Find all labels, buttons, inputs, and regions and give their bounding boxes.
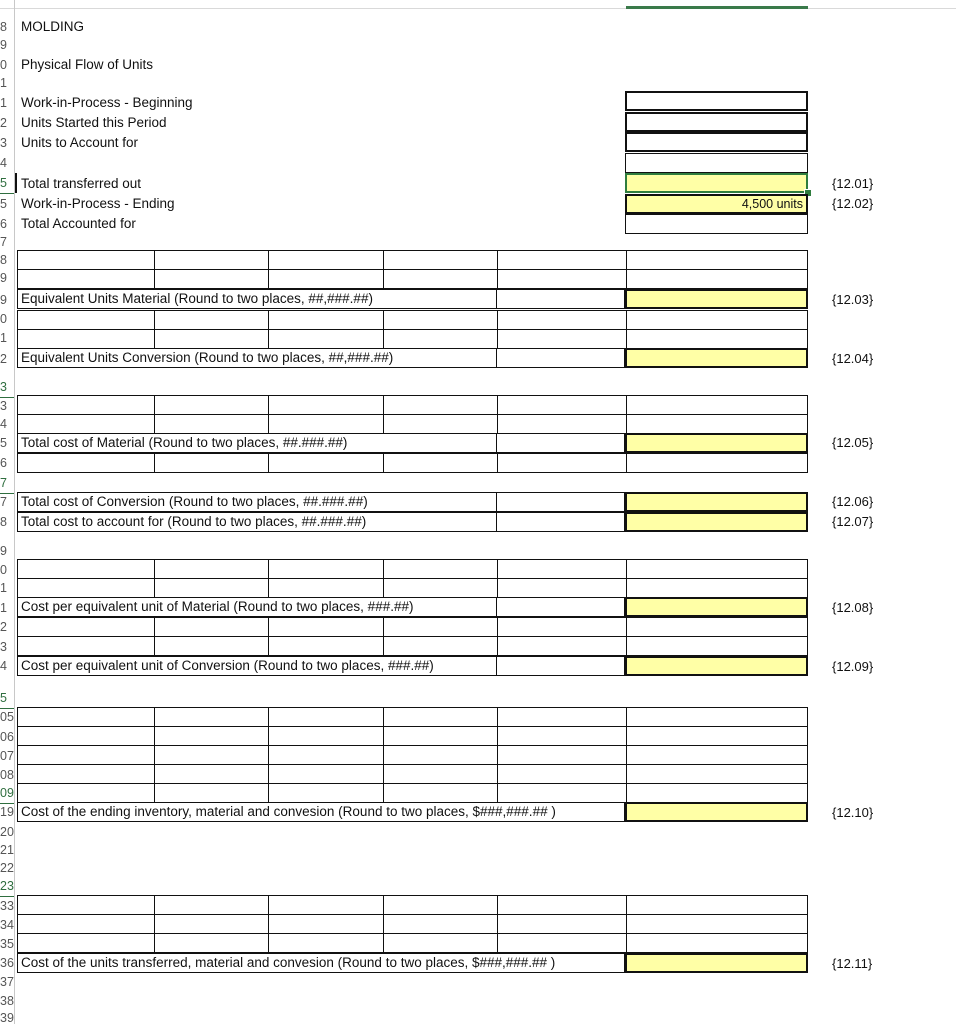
grid-cell[interactable]: [154, 269, 268, 289]
row-number[interactable]: 05: [0, 710, 14, 724]
grid-cell[interactable]: [383, 707, 497, 727]
code-12-02: {12.02}: [832, 196, 874, 211]
row-number[interactable]: 36: [0, 956, 14, 970]
section-title[interactable]: MOLDING: [21, 19, 85, 34]
grid-cell[interactable]: [154, 310, 268, 330]
row-number[interactable]: 21: [0, 843, 14, 857]
grid-cell[interactable]: [497, 414, 626, 434]
grid-cell[interactable]: [626, 250, 808, 270]
grid-cell[interactable]: [626, 414, 808, 434]
grid-cell[interactable]: [17, 617, 154, 637]
wip-ending-value-cell[interactable]: 4,500 units: [625, 194, 808, 214]
grid-cell[interactable]: [17, 636, 154, 656]
grid-cell[interactable]: [626, 914, 808, 934]
grid-cell[interactable]: [383, 559, 497, 579]
label-units-started[interactable]: Units Started this Period: [21, 115, 167, 130]
grid-cell[interactable]: [383, 414, 497, 434]
label-units-to-account[interactable]: Units to Account for: [21, 135, 139, 150]
row-number[interactable]: 6: [0, 456, 7, 470]
grid-cell[interactable]: [626, 269, 808, 289]
grid-cell[interactable]: [268, 453, 383, 473]
row-number[interactable]: 5: [0, 197, 7, 211]
row-number[interactable]: 34: [0, 918, 14, 932]
cell-left-border: [15, 173, 17, 193]
grid-row[interactable]: [17, 914, 808, 934]
grid-cell[interactable]: [17, 250, 154, 270]
row-number[interactable]: 37: [0, 975, 14, 989]
grid-cell[interactable]: [383, 250, 497, 270]
total-cost-conversion-input[interactable]: [625, 492, 808, 512]
row-number-selected[interactable]: 09: [0, 783, 14, 804]
row-number-selected[interactable]: 5: [0, 173, 14, 194]
grid-cell[interactable]: [626, 636, 808, 656]
units-to-account-input[interactable]: [625, 132, 808, 152]
grid-cell[interactable]: [17, 559, 154, 579]
grid-cell[interactable]: [497, 914, 626, 934]
grid-cell[interactable]: [496, 597, 625, 617]
row-number[interactable]: 4: [0, 417, 7, 431]
grid-cell[interactable]: [17, 453, 154, 473]
grid-cell[interactable]: [383, 636, 497, 656]
grid-cell[interactable]: [626, 329, 808, 349]
row-number[interactable]: 1: [0, 581, 7, 595]
row-number[interactable]: 9: [0, 271, 7, 285]
ending-inventory-input[interactable]: [625, 802, 808, 822]
row-number[interactable]: 38: [0, 994, 14, 1008]
grid-cell[interactable]: [268, 764, 383, 784]
label-total-transferred[interactable]: Total transferred out: [21, 176, 142, 191]
label-cpe-conversion[interactable]: Cost per equivalent unit of Conversion (Round to two places, ###.##): [17, 656, 497, 676]
row-number[interactable]: 35: [0, 937, 14, 951]
grid-cell[interactable]: [17, 395, 154, 415]
row-number[interactable]: 1: [0, 76, 7, 90]
grid-cell[interactable]: [17, 310, 154, 330]
row-number[interactable]: 39: [0, 1011, 14, 1025]
row-number[interactable]: 0: [0, 563, 7, 577]
grid-row[interactable]: [17, 329, 808, 349]
label-units-transferred-cost[interactable]: Cost of the units transferred, material and convesion (Round to two places, $###,###.## ): [17, 953, 625, 973]
grid-cell[interactable]: [497, 933, 626, 953]
grid-cell[interactable]: [17, 783, 154, 803]
total-transferred-input[interactable]: [625, 173, 808, 193]
grid-row[interactable]: [496, 348, 625, 368]
grid-row[interactable]: [17, 269, 808, 289]
row-number[interactable]: 1: [0, 601, 7, 615]
grid-cell[interactable]: [17, 578, 154, 598]
grid-row[interactable]: [17, 453, 808, 473]
cpe-material-input[interactable]: [625, 597, 808, 617]
units-started-input[interactable]: [625, 112, 808, 132]
grid-cell[interactable]: [268, 636, 383, 656]
grid-cell[interactable]: [268, 329, 383, 349]
grid-cell[interactable]: [154, 250, 268, 270]
grid-cell[interactable]: [154, 764, 268, 784]
label-total-cost-to-account[interactable]: Total cost to account for (Round to two places, ##.###.##): [17, 512, 497, 532]
row-number[interactable]: 1: [0, 331, 7, 345]
grid-row[interactable]: [496, 656, 625, 676]
grid-cell[interactable]: [17, 726, 154, 746]
eq-units-conversion-input[interactable]: [625, 348, 808, 368]
grid-cell[interactable]: [383, 453, 497, 473]
grid-cell[interactable]: [497, 269, 626, 289]
grid-cell[interactable]: [626, 745, 808, 765]
grid-row[interactable]: [17, 395, 808, 415]
grid-cell[interactable]: [268, 559, 383, 579]
grid-cell[interactable]: [268, 414, 383, 434]
row-number-selected[interactable]: 7: [0, 473, 14, 494]
row-number[interactable]: 0: [0, 58, 7, 72]
grid-cell[interactable]: [154, 395, 268, 415]
grid-cell[interactable]: [154, 707, 268, 727]
row-number[interactable]: 20: [0, 825, 14, 839]
row-number[interactable]: 1: [0, 96, 7, 110]
grid-cell[interactable]: [154, 636, 268, 656]
row-number[interactable]: 2: [0, 116, 7, 130]
grid-cell[interactable]: [626, 617, 808, 637]
row-number[interactable]: 33: [0, 899, 14, 913]
label-eq-units-material[interactable]: Equivalent Units Material (Round to two places, ##,###.##): [17, 289, 497, 309]
grid-cell[interactable]: [383, 933, 497, 953]
grid-cell[interactable]: [17, 707, 154, 727]
grid-cell[interactable]: [626, 395, 808, 415]
grid-cell[interactable]: [497, 745, 626, 765]
row-number[interactable]: 9: [0, 293, 7, 307]
grid-cell[interactable]: [17, 933, 154, 953]
grid-row[interactable]: [17, 250, 808, 270]
grid-row[interactable]: [17, 310, 808, 330]
blank-cell[interactable]: [625, 153, 808, 173]
total-accounted-input[interactable]: [625, 214, 808, 234]
grid-row[interactable]: [17, 933, 808, 953]
grid-cell[interactable]: [496, 289, 625, 309]
label-total-accounted[interactable]: Total Accounted for: [21, 216, 136, 231]
grid-row[interactable]: [496, 597, 625, 617]
code-12-05: {12.05}: [832, 435, 874, 450]
grid-row[interactable]: [17, 414, 808, 434]
grid-row[interactable]: [17, 764, 808, 784]
grid-cell[interactable]: [626, 895, 808, 915]
grid-cell[interactable]: [497, 329, 626, 349]
row-header-divider: [14, 0, 15, 1024]
row-number[interactable]: 7: [0, 235, 7, 249]
code-12-03: {12.03}: [832, 292, 874, 307]
code-12-06: {12.06}: [832, 494, 874, 509]
row-number[interactable]: 19: [0, 805, 14, 819]
grid-cell[interactable]: [17, 745, 154, 765]
grid-cell[interactable]: [268, 395, 383, 415]
code-12-01: {12.01}: [832, 176, 874, 191]
row-number[interactable]: 0: [0, 312, 7, 326]
grid-cell[interactable]: [154, 414, 268, 434]
grid-cell[interactable]: [383, 617, 497, 637]
code-12-07: {12.07}: [832, 514, 874, 529]
grid-row[interactable]: [496, 492, 625, 512]
grid-cell[interactable]: [497, 453, 626, 473]
grid-cell[interactable]: [497, 636, 626, 656]
eq-units-material-input[interactable]: [625, 289, 808, 309]
row-number[interactable]: 4: [0, 156, 7, 170]
row-number-selected[interactable]: 3: [0, 377, 14, 398]
grid-cell[interactable]: [626, 310, 808, 330]
grid-cell[interactable]: [154, 914, 268, 934]
grid-row[interactable]: [17, 636, 808, 656]
grid-cell[interactable]: [497, 783, 626, 803]
grid-cell[interactable]: [626, 783, 808, 803]
row-number-selected[interactable]: 23: [0, 876, 14, 897]
grid-cell[interactable]: [268, 707, 383, 727]
row-number[interactable]: 7: [0, 495, 7, 509]
grid-cell[interactable]: [268, 617, 383, 637]
grid-cell[interactable]: [626, 707, 808, 727]
row-number[interactable]: 8: [0, 20, 7, 34]
grid-cell[interactable]: [496, 492, 625, 512]
row-number[interactable]: 3: [0, 399, 7, 413]
row-number[interactable]: 8: [0, 515, 7, 529]
grid-cell[interactable]: [626, 933, 808, 953]
row-number[interactable]: 08: [0, 768, 14, 782]
grid-cell[interactable]: [17, 895, 154, 915]
grid-cell[interactable]: [154, 895, 268, 915]
grid-cell[interactable]: [268, 269, 383, 289]
row-number[interactable]: 2: [0, 352, 7, 366]
grid-cell[interactable]: [497, 764, 626, 784]
grid-cell[interactable]: [268, 914, 383, 934]
label-eq-units-conversion[interactable]: Equivalent Units Conversion (Round to two places, ##,###.##): [17, 348, 497, 368]
top-gridline: [0, 8, 956, 9]
label-total-cost-conversion[interactable]: Total cost of Conversion (Round to two places, ##.###.##): [17, 492, 497, 512]
grid-cell[interactable]: [154, 783, 268, 803]
grid-cell[interactable]: [496, 656, 625, 676]
grid-cell[interactable]: [383, 914, 497, 934]
grid-cell[interactable]: [383, 329, 497, 349]
grid-row[interactable]: [17, 707, 808, 727]
grid-cell[interactable]: [383, 726, 497, 746]
grid-cell[interactable]: [383, 269, 497, 289]
grid-cell[interactable]: [154, 933, 268, 953]
grid-cell[interactable]: [154, 745, 268, 765]
grid-cell[interactable]: [383, 578, 497, 598]
row-number[interactable]: 07: [0, 749, 14, 763]
grid-cell[interactable]: [268, 783, 383, 803]
grid-cell[interactable]: [154, 559, 268, 579]
grid-cell[interactable]: [497, 559, 626, 579]
grid-cell[interactable]: [17, 414, 154, 434]
grid-cell[interactable]: [268, 933, 383, 953]
grid-cell[interactable]: [626, 559, 808, 579]
grid-cell[interactable]: [383, 745, 497, 765]
grid-cell[interactable]: [383, 395, 497, 415]
label-total-cost-material[interactable]: Total cost of Material (Round to two places, ##.###.##): [17, 433, 497, 453]
grid-cell[interactable]: [497, 578, 626, 598]
grid-cell[interactable]: [383, 895, 497, 915]
row-number[interactable]: 3: [0, 136, 7, 150]
grid-cell[interactable]: [268, 578, 383, 598]
grid-cell[interactable]: [154, 578, 268, 598]
grid-cell[interactable]: [383, 310, 497, 330]
grid-row[interactable]: [17, 559, 808, 579]
grid-row[interactable]: [496, 512, 625, 532]
grid-cell[interactable]: [496, 348, 625, 368]
wip-beginning-input[interactable]: [625, 91, 808, 111]
row-number[interactable]: 9: [0, 544, 7, 558]
row-number-selected[interactable]: 5: [0, 688, 14, 709]
row-number[interactable]: 8: [0, 253, 7, 267]
units-transferred-cost-input[interactable]: [625, 953, 808, 973]
code-12-10: {12.10}: [832, 805, 874, 820]
total-cost-material-input[interactable]: [625, 433, 808, 453]
grid-cell[interactable]: [497, 707, 626, 727]
grid-row[interactable]: [17, 783, 808, 803]
column-selection-indicator: [626, 6, 808, 9]
grid-cell[interactable]: [154, 726, 268, 746]
grid-cell[interactable]: [268, 726, 383, 746]
grid-cell[interactable]: [154, 617, 268, 637]
grid-row[interactable]: [17, 726, 808, 746]
grid-cell[interactable]: [496, 512, 625, 532]
row-number[interactable]: 6: [0, 217, 7, 231]
row-number[interactable]: 06: [0, 730, 14, 744]
grid-row[interactable]: [496, 433, 625, 453]
grid-cell[interactable]: [17, 329, 154, 349]
grid-cell[interactable]: [268, 250, 383, 270]
grid-row[interactable]: [17, 895, 808, 915]
grid-cell[interactable]: [626, 764, 808, 784]
grid-row[interactable]: [17, 617, 808, 637]
grid-row[interactable]: [496, 289, 625, 309]
grid-row[interactable]: [17, 578, 808, 598]
physical-flow-title[interactable]: Physical Flow of Units: [21, 57, 154, 72]
grid-cell[interactable]: [626, 578, 808, 598]
grid-cell[interactable]: [154, 453, 268, 473]
label-wip-beginning[interactable]: Work-in-Process - Beginning: [21, 95, 193, 110]
grid-cell[interactable]: [268, 895, 383, 915]
grid-cell[interactable]: [626, 453, 808, 473]
grid-cell[interactable]: [497, 310, 626, 330]
code-12-09: {12.09}: [832, 659, 874, 674]
grid-cell[interactable]: [268, 745, 383, 765]
grid-cell[interactable]: [268, 310, 383, 330]
label-cpe-material[interactable]: Cost per equivalent unit of Material (Round to two places, ###.##): [17, 597, 497, 617]
grid-cell[interactable]: [497, 895, 626, 915]
grid-cell[interactable]: [17, 269, 154, 289]
code-12-11: {12.11}: [832, 956, 873, 971]
grid-cell[interactable]: [17, 914, 154, 934]
cpe-conversion-input[interactable]: [625, 656, 808, 676]
grid-cell[interactable]: [497, 250, 626, 270]
grid-cell[interactable]: [383, 783, 497, 803]
total-cost-to-account-input[interactable]: [625, 512, 808, 532]
grid-cell[interactable]: [496, 433, 625, 453]
label-wip-ending[interactable]: Work-in-Process - Ending: [21, 196, 175, 211]
code-12-08: {12.08}: [832, 600, 874, 615]
grid-cell[interactable]: [383, 764, 497, 784]
grid-cell[interactable]: [154, 329, 268, 349]
row-number[interactable]: 3: [0, 640, 7, 654]
grid-cell[interactable]: [626, 726, 808, 746]
row-number[interactable]: 4: [0, 659, 7, 673]
row-number[interactable]: 22: [0, 861, 14, 875]
code-12-04: {12.04}: [832, 351, 874, 366]
grid-row[interactable]: [17, 745, 808, 765]
row-number[interactable]: 5: [0, 436, 7, 450]
row-number[interactable]: 2: [0, 620, 7, 634]
grid-cell[interactable]: [17, 764, 154, 784]
row-number[interactable]: 9: [0, 38, 7, 52]
grid-cell[interactable]: [497, 726, 626, 746]
grid-cell[interactable]: [497, 617, 626, 637]
grid-cell[interactable]: [497, 395, 626, 415]
label-ending-inventory[interactable]: Cost of the ending inventory, material and convesion (Round to two places, $###,###.## ): [17, 802, 625, 822]
